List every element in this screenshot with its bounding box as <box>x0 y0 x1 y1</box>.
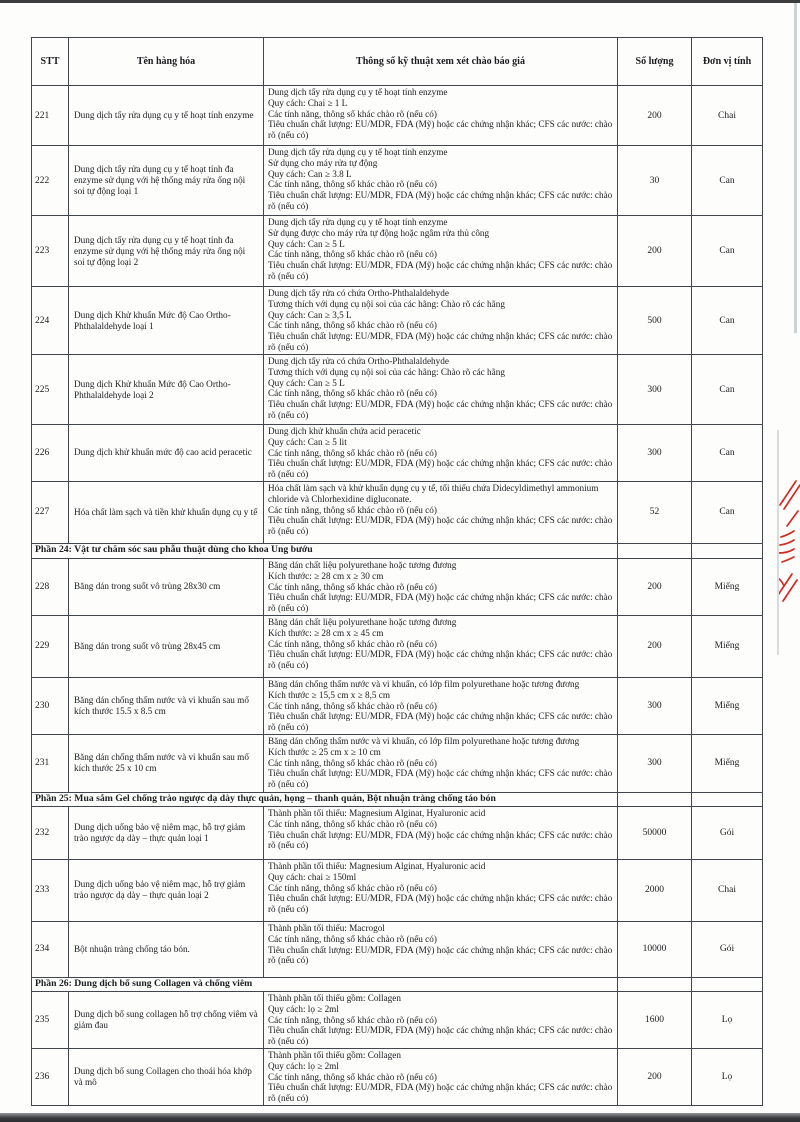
row-stt: 236 <box>32 1048 69 1105</box>
row-stt: 225 <box>32 355 69 425</box>
item-unit: Can <box>692 355 763 425</box>
item-specs <box>264 991 618 1048</box>
item-unit: Can <box>692 287 763 355</box>
row-stt: 221 <box>32 86 69 146</box>
section-empty-cell <box>692 792 763 806</box>
spec-line: Quy cách: lọ ≥ 2ml <box>268 1060 339 1071</box>
table-row <box>32 558 763 615</box>
item-qty: 200 <box>618 615 692 677</box>
item-name: Dung dịch tẩy rửa dụng cụ y tế hoạt tính đa enzyme sử dụng với hệ thống máy rửa ống nội soi tự động loại 1 <box>69 146 264 216</box>
spec-line: Quy cách: chai ≥ 150ml <box>268 871 357 882</box>
spec-line: Quy cách: Can ≥ 5 L <box>268 238 345 249</box>
item-qty: 300 <box>618 734 692 792</box>
column-header-unit: Đơn vị tính <box>692 38 763 86</box>
table-row <box>32 859 763 921</box>
spec-line: Tiêu chuẩn chất lượng: EU/MDR, FDA (Mỹ) hoặc các chứng nhận khác; CFS các nước: chào rõ (nếu có) <box>268 649 613 671</box>
table-row <box>32 146 763 216</box>
table-row <box>32 287 763 355</box>
spec-line: Băng dán chống thấm nước và vi khuẩn, có lớp film polyurethane hoặc tương đương <box>268 678 580 689</box>
row-stt: 235 <box>32 991 69 1048</box>
spec-line: Tiêu chuẩn chất lượng: EU/MDR, FDA (Mỹ) hoặc các chứng nhận khác; CFS các nước: chào rõ (nếu có) <box>268 119 613 141</box>
spec-line: Tiêu chuẩn chất lượng: EU/MDR, FDA (Mỹ) hoặc các chứng nhận khác; CFS các nước: chào rõ (nếu có) <box>268 1082 613 1104</box>
table-row <box>32 216 763 287</box>
table-row <box>32 921 763 977</box>
spec-line: Thành phần tối thiểu: Magnesium Alginat, Hyaluronic acid <box>268 807 486 818</box>
item-unit: Miếng <box>692 615 763 677</box>
row-stt: 229 <box>32 615 69 677</box>
table-header-row <box>32 38 763 86</box>
spec-line: Các tính năng, thông số khác chào rõ (nếu có) <box>268 757 437 768</box>
item-specs <box>264 859 618 921</box>
item-qty: 300 <box>618 677 692 734</box>
table-row <box>32 1048 763 1105</box>
spec-line: Các tính năng, thông số khác chào rõ (nếu có) <box>268 1071 437 1082</box>
item-name: Băng dán trong suốt vô trùng 28x45 cm <box>69 615 264 677</box>
item-specs <box>264 558 618 615</box>
column-header-name: Tên hàng hóa <box>69 38 264 86</box>
item-specs <box>264 425 618 482</box>
row-stt: 227 <box>32 481 69 543</box>
scan-bottom-edge <box>0 1113 800 1122</box>
item-qty: 50000 <box>618 806 692 859</box>
spec-line: Các tính năng, thông số khác chào rõ (nếu có) <box>268 882 437 893</box>
section-row <box>32 543 763 558</box>
spec-line: Kích thước ≥ 15,5 cm x ≥ 8,5 cm <box>268 689 390 700</box>
item-qty: 200 <box>618 216 692 287</box>
item-qty: 200 <box>618 1048 692 1105</box>
item-unit: Lọ <box>692 1048 763 1105</box>
item-specs <box>264 734 618 792</box>
item-qty: 52 <box>618 481 692 543</box>
item-name: Dung dịch tẩy rửa dụng cụ y tế hoạt tính enzyme <box>69 86 264 146</box>
item-qty: 1600 <box>618 991 692 1048</box>
column-header-qty: Số lượng <box>618 38 692 86</box>
spec-line: Các tính năng, thông số khác chào rõ (nếu có) <box>268 933 437 944</box>
section-empty-cell <box>692 977 763 991</box>
item-unit: Can <box>692 146 763 216</box>
table-row <box>32 615 763 677</box>
item-unit: Can <box>692 216 763 287</box>
spec-line: Quy cách: Can ≥ 5 L <box>268 377 345 388</box>
spec-line: Tiêu chuẩn chất lượng: EU/MDR, FDA (Mỹ) hoặc các chứng nhận khác; CFS các nước: chào rõ (nếu có) <box>268 399 613 420</box>
spec-line: Các tính năng, thông số khác chào rõ (nếu có) <box>268 249 437 260</box>
item-name: Dung dịch khử khuẩn mức độ cao acid peracetic <box>69 425 264 482</box>
section-row <box>32 977 763 991</box>
section-empty-cell <box>692 543 763 558</box>
spec-line: Dung dịch tẩy rửa có chứa Ortho-Phthalaldehyde <box>268 288 449 298</box>
row-stt: 222 <box>32 146 69 216</box>
page-edge-shadow <box>794 3 797 333</box>
item-name: Bột nhuận tràng chống táo bón. <box>69 921 264 977</box>
spec-line: Thành phần tối thiểu gồm: Collagen <box>268 1049 401 1060</box>
spec-line: Dung dịch tẩy rửa dụng cụ y tế hoạt tính enzyme <box>268 87 448 97</box>
table-row <box>32 806 763 859</box>
item-name: Dung dịch bổ sung collagen hỗ trợ chống viêm và giảm đau <box>69 991 264 1048</box>
column-header-specs: Thông số kỹ thuật xem xét chào báo giá <box>264 38 618 86</box>
section-title: Phần 24: Vật tư chăm sóc sau phẫu thuật dùng cho khoa Ung bướu <box>32 543 618 558</box>
section-title: Phần 26: Dung dịch bổ sung Collagen và chống viêm <box>32 977 618 991</box>
spec-line: Băng dán chống thấm nước và vi khuẩn, có lớp film polyurethane hoặc tương đương <box>268 735 580 746</box>
row-stt: 224 <box>32 287 69 355</box>
column-header-stt: STT <box>32 38 69 86</box>
item-name: Băng dán trong suốt vô trùng 28x30 cm <box>69 558 264 615</box>
item-qty: 200 <box>618 86 692 146</box>
spec-line: Quy cách: Can ≥ 3,5 L <box>268 309 352 320</box>
row-stt: 234 <box>32 921 69 977</box>
row-stt: 228 <box>32 558 69 615</box>
item-specs <box>264 146 618 216</box>
item-specs <box>264 355 618 425</box>
spec-line: Hóa chất làm sạch và khử khuẩn dụng cụ y tế, tối thiểu chứa Didecyldimethyl ammonium chloride và Chlorhexidine digluconate. <box>268 482 599 504</box>
item-unit: Chai <box>692 859 763 921</box>
table-row <box>32 355 763 425</box>
item-qty: 500 <box>618 287 692 355</box>
table-row <box>32 991 763 1048</box>
section-empty-cell <box>618 792 692 806</box>
spec-line: Tiêu chuẩn chất lượng: EU/MDR, FDA (Mỹ) hoặc các chứng nhận khác; CFS các nước: chào rõ (nếu có) <box>268 893 613 915</box>
item-name: Dung dịch uống bảo vệ niêm mạc, hỗ trợ giảm trào ngược dạ dày – thực quản loại 1 <box>69 806 264 859</box>
page-edge-shadow <box>777 430 779 655</box>
table-row <box>32 677 763 734</box>
item-specs <box>264 481 618 543</box>
item-name: Dung dịch Khử khuẩn Mức độ Cao Ortho-Phthalaldehyde loại 1 <box>69 287 264 355</box>
spec-line: Tiêu chuẩn chất lượng: EU/MDR, FDA (Mỹ) hoặc các chứng nhận khác; CFS các nước: chào rõ (nếu có) <box>268 331 613 352</box>
spec-line: Tiêu chuẩn chất lượng: EU/MDR, FDA (Mỹ) hoặc các chứng nhận khác; CFS các nước: chào rõ (nếu có) <box>268 829 613 851</box>
item-unit: Miếng <box>692 734 763 792</box>
item-unit: Miếng <box>692 558 763 615</box>
item-name: Dung dịch bổ sung Collagen cho thoái hóa khớp và mô <box>69 1048 264 1105</box>
spec-line: Tiêu chuẩn chất lượng: EU/MDR, FDA (Mỹ) hoặc các chứng nhận khác; CFS các nước: chào rõ (nếu có) <box>268 1025 613 1047</box>
section-row <box>32 792 763 806</box>
table-row <box>32 481 763 543</box>
spec-line: Quy cách: lọ ≥ 2ml <box>268 1003 339 1014</box>
spec-line: Các tính năng, thông số khác chào rõ (nếu có) <box>268 320 437 331</box>
row-stt: 226 <box>32 425 69 482</box>
spec-line: Sử dụng được cho máy rửa tự động hoặc ngâm rửa thủ công <box>268 227 490 238</box>
item-unit: Lọ <box>692 991 763 1048</box>
scan-top-edge <box>0 0 800 3</box>
table-row <box>32 734 763 792</box>
spec-line: Dung dịch khử khuẩn chứa acid peracetic <box>268 426 421 436</box>
section-empty-cell <box>618 977 692 991</box>
spec-line: Các tính năng, thông số khác chào rõ (nếu có) <box>268 1014 437 1025</box>
table-row <box>32 425 763 482</box>
spec-line: Dung dịch tẩy rửa dụng cụ y tế hoạt tính enzyme <box>268 147 448 157</box>
spec-line: Các tính năng, thông số khác chào rõ (nếu có) <box>268 108 437 119</box>
item-specs <box>264 1048 618 1105</box>
item-name: Băng dán chống thấm nước và vi khuẩn sau mổ kích thước 15.5 x 8.5 cm <box>69 677 264 734</box>
spec-line: Các tính năng, thông số khác chào rõ (nếu có) <box>268 700 437 711</box>
spec-line: Tiêu chuẩn chất lượng: EU/MDR, FDA (Mỹ) hoặc các chứng nhận khác; CFS các nước: chào rõ (nếu có) <box>268 592 613 614</box>
spec-line: Tương thích với dụng cụ nội soi của các hãng: Chào rõ các hãng <box>268 298 505 309</box>
spec-line: Kích thước: ≥ 28 cm x ≥ 30 cm <box>268 570 384 581</box>
item-name: Dung dịch tẩy rửa dụng cụ y tế hoạt tính đa enzyme sử dụng với hệ thống máy rửa ống nội soi tự động loại 2 <box>69 216 264 287</box>
row-stt: 223 <box>32 216 69 287</box>
item-qty: 2000 <box>618 859 692 921</box>
spec-line: Sử dụng cho máy rửa tự động <box>268 157 378 168</box>
item-unit: Chai <box>692 86 763 146</box>
section-empty-cell <box>618 543 692 558</box>
spec-line: Quy cách: Can ≥ 5 lit <box>268 436 347 447</box>
spec-line: Thành phần tối thiểu: Magnesium Alginat, Hyaluronic acid <box>268 860 486 871</box>
item-qty: 300 <box>618 355 692 425</box>
spec-line: Tiêu chuẩn chất lượng: EU/MDR, FDA (Mỹ) hoặc các chứng nhận khác; CFS các nước: chào rõ (nếu có) <box>268 515 613 537</box>
spec-line: Thành phần tối thiểu gồm: Collagen <box>268 992 401 1003</box>
spec-line: Tiêu chuẩn chất lượng: EU/MDR, FDA (Mỹ) hoặc các chứng nhận khác; CFS các nước: chào rõ (nếu có) <box>268 260 613 281</box>
item-qty: 200 <box>618 558 692 615</box>
spec-line: Các tính năng, thông số khác chào rõ (nếu có) <box>268 581 437 592</box>
spec-line: Băng dán chất liệu polyurethane hoặc tương đương <box>268 559 457 570</box>
item-specs <box>264 615 618 677</box>
spec-line: Các tính năng, thông số khác chào rõ (nếu có) <box>268 638 437 649</box>
spec-line: Quy cách: Chai ≥ 1 L <box>268 97 348 108</box>
item-unit: Can <box>692 425 763 482</box>
spec-line: Các tính năng, thông số khác chào rõ (nếu có) <box>268 179 437 190</box>
item-unit: Can <box>692 481 763 543</box>
item-specs <box>264 86 618 146</box>
spec-line: Tiêu chuẩn chất lượng: EU/MDR, FDA (Mỹ) hoặc các chứng nhận khác; CFS các nước: chào rõ (nếu có) <box>268 768 613 790</box>
item-specs <box>264 921 618 977</box>
spec-line: Tiêu chuẩn chất lượng: EU/MDR, FDA (Mỹ) hoặc các chứng nhận khác; CFS các nước: chào rõ (nếu có) <box>268 458 613 480</box>
item-unit: Gói <box>692 921 763 977</box>
spec-line: Dung dịch tẩy rửa dụng cụ y tế hoạt tính enzyme <box>268 217 448 227</box>
spec-line: Tiêu chuẩn chất lượng: EU/MDR, FDA (Mỹ) hoặc các chứng nhận khác; CFS các nước: chào rõ (nếu có) <box>268 190 613 211</box>
item-qty: 300 <box>618 425 692 482</box>
row-stt: 230 <box>32 677 69 734</box>
item-specs <box>264 806 618 859</box>
section-title: Phần 25: Mua sắm Gel chống trào ngược dạ dày thực quản, họng – thanh quản, Bột nhuận tràng chống táo bón <box>32 792 618 806</box>
item-unit: Gói <box>692 806 763 859</box>
row-stt: 232 <box>32 806 69 859</box>
spec-line: Băng dán chất liệu polyurethane hoặc tương đương <box>268 616 457 627</box>
item-unit: Miếng <box>692 677 763 734</box>
spec-line: Các tính năng, thông số khác chào rõ (nếu có) <box>268 388 437 399</box>
spec-line: Dung dịch tẩy rửa có chứa Ortho-Phthalaldehyde <box>268 356 449 366</box>
spec-line: Kích thước: ≥ 28 cm x ≥ 45 cm <box>268 627 384 638</box>
spec-line: Kích thước ≥ 25 cm x ≥ 10 cm <box>268 746 381 757</box>
spec-line: Các tính năng, thông số khác chào rõ (nếu có) <box>268 447 437 458</box>
item-specs <box>264 216 618 287</box>
spec-line: Các tính năng, thông số khác chào rõ (nếu có) <box>268 504 437 515</box>
spec-line: Tiêu chuẩn chất lượng: EU/MDR, FDA (Mỹ) hoặc các chứng nhận khác; CFS các nước: chào rõ (nếu có) <box>268 944 613 966</box>
item-specs <box>264 287 618 355</box>
item-name: Băng dán chống thấm nước và vi khuẩn sau mổ kích thước 25 x 10 cm <box>69 734 264 792</box>
spec-line: Quy cách: Can ≥ 3.8 L <box>268 168 352 179</box>
item-name: Dung dịch Khử khuẩn Mức độ Cao Ortho-Phthalaldehyde loại 2 <box>69 355 264 425</box>
spec-line: Tương thích với dụng cụ nội soi của các hãng: Chào rõ các hãng <box>268 366 505 377</box>
item-qty: 30 <box>618 146 692 216</box>
spec-line: Thành phần tối thiểu: Macrogol <box>268 922 385 933</box>
row-stt: 233 <box>32 859 69 921</box>
spec-line: Các tính năng, thông số khác chào rõ (nếu có) <box>268 818 437 829</box>
item-qty: 10000 <box>618 921 692 977</box>
item-name: Hóa chất làm sạch và tiền khử khuẩn dụng cụ y tế <box>69 481 264 543</box>
item-name: Dung dịch uống bảo vệ niêm mạc, hỗ trợ giảm trào ngược dạ dày – thực quản loại 2 <box>69 859 264 921</box>
table-row <box>32 86 763 146</box>
row-stt: 231 <box>32 734 69 792</box>
item-specs <box>264 677 618 734</box>
spec-line: Tiêu chuẩn chất lượng: EU/MDR, FDA (Mỹ) hoặc các chứng nhận khác; CFS các nước: chào rõ (nếu có) <box>268 711 613 733</box>
procurement-table <box>31 37 763 1106</box>
